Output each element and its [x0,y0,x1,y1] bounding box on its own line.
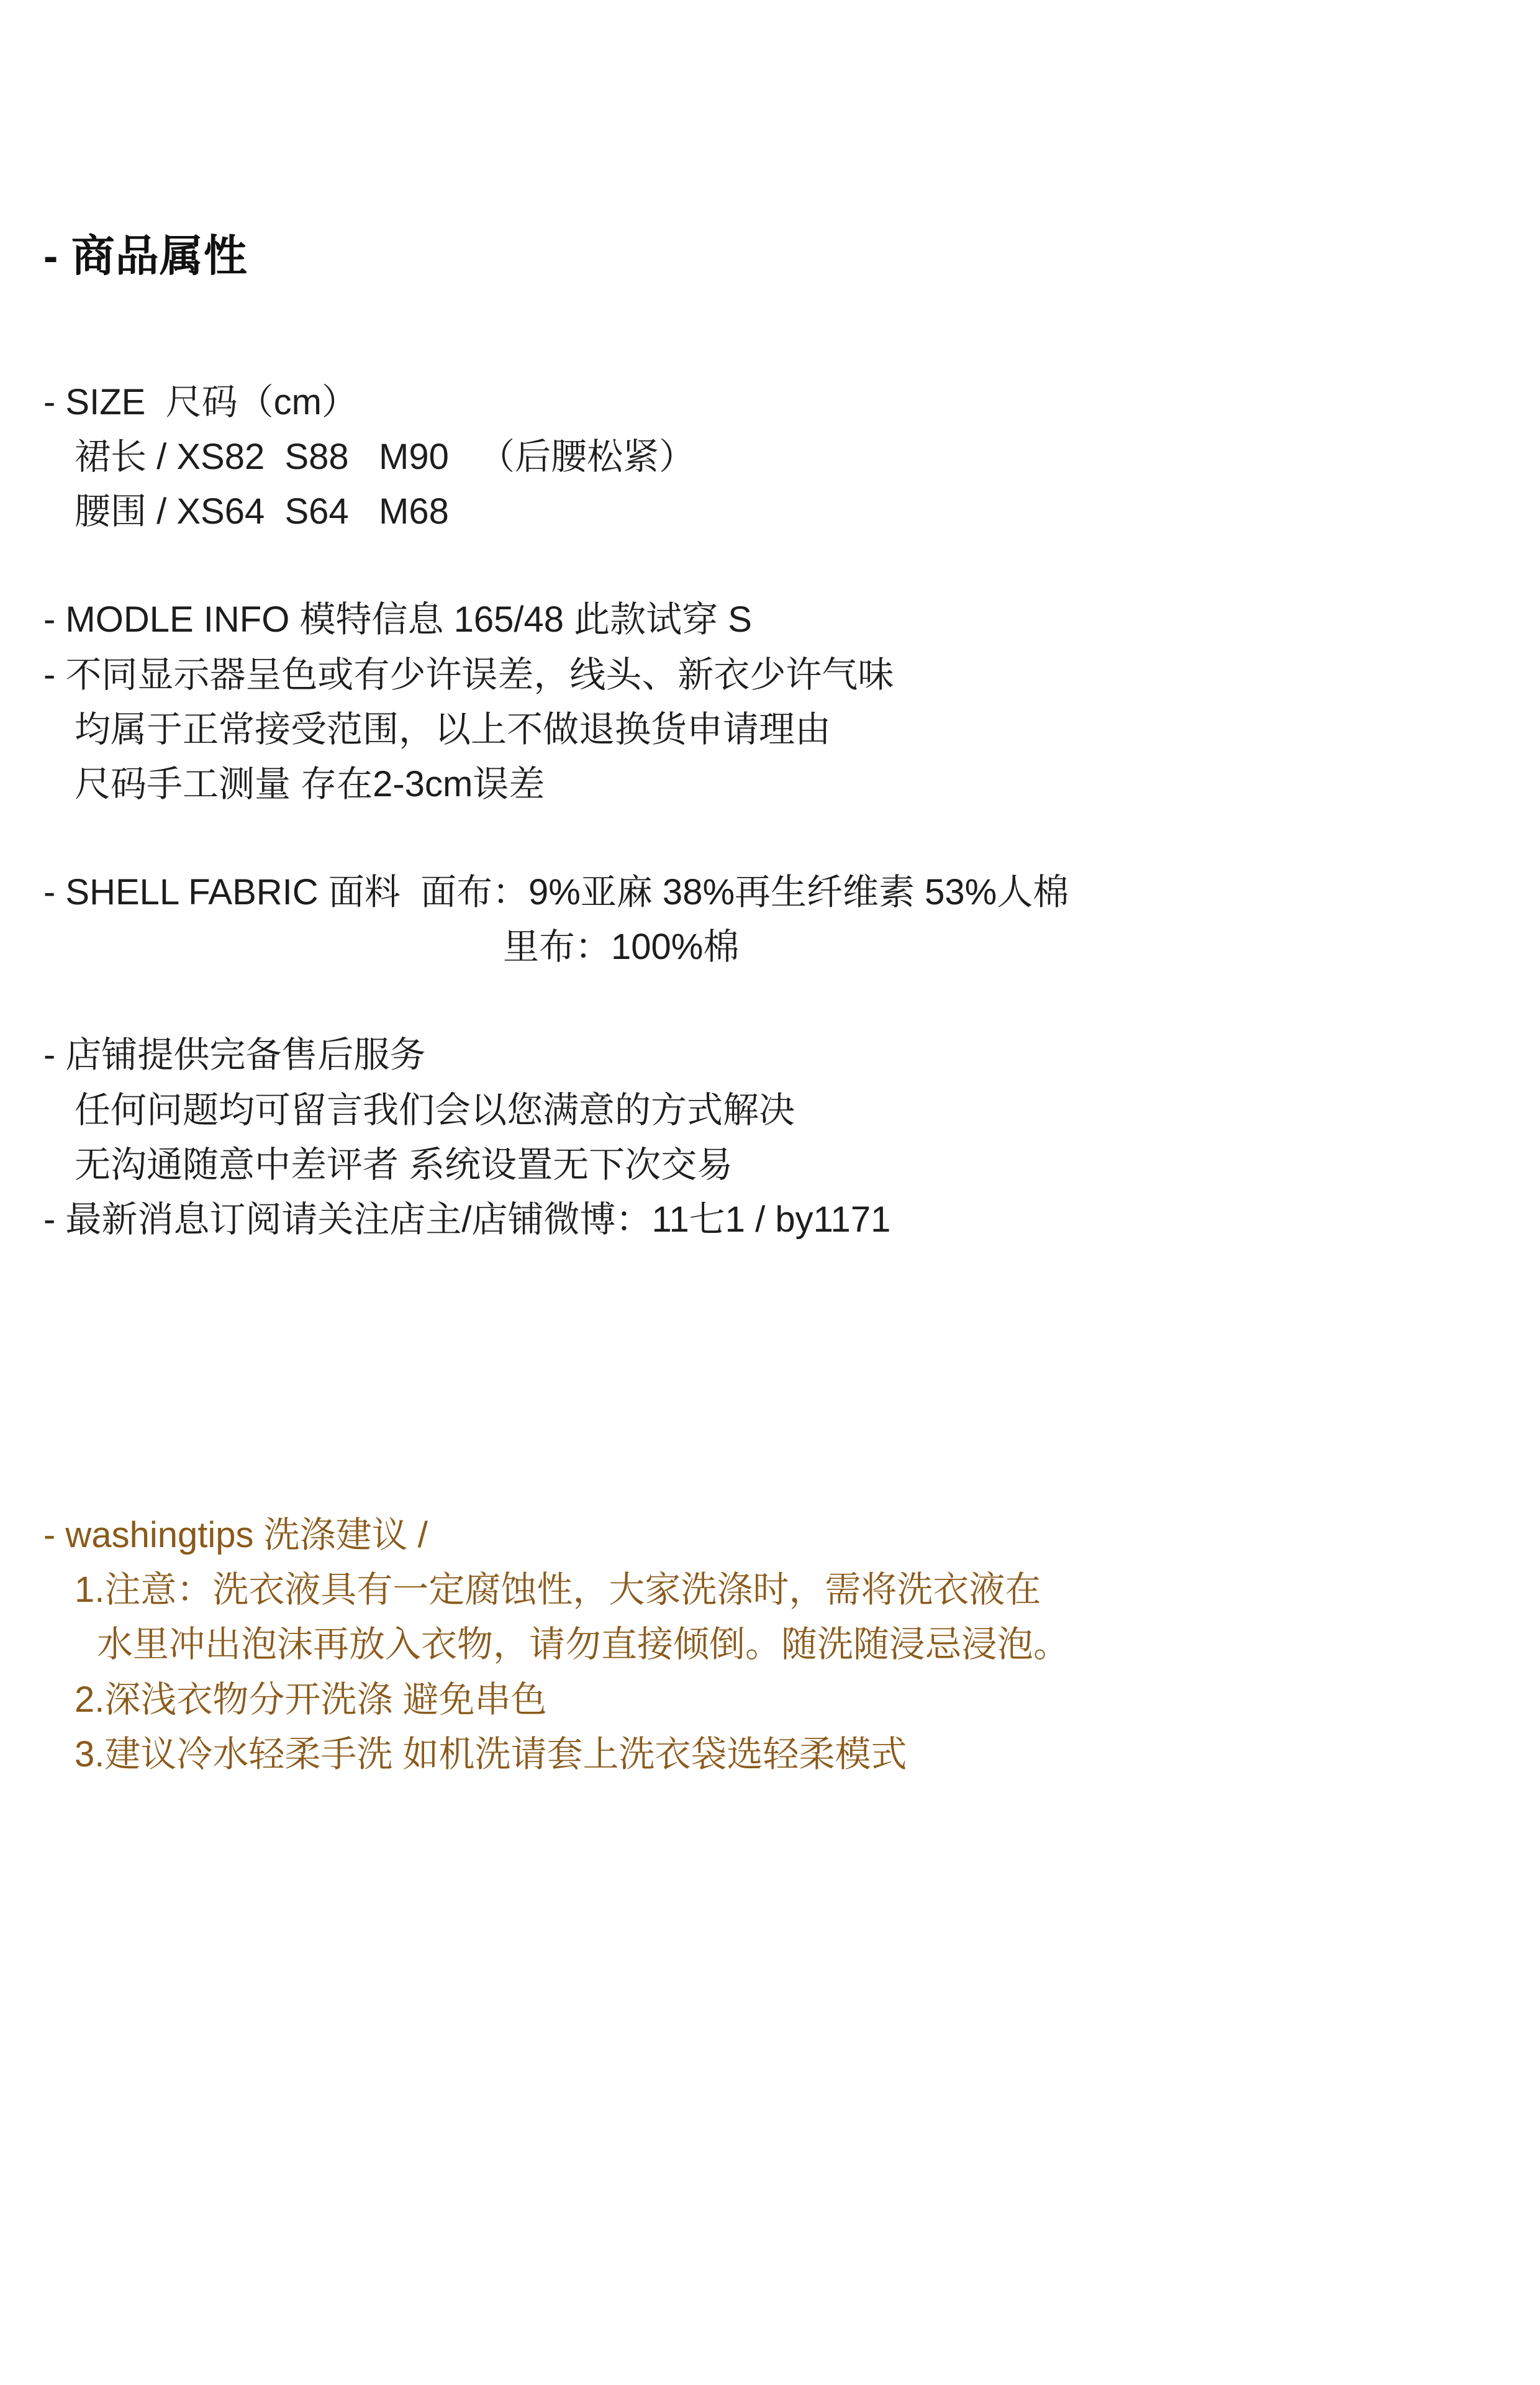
message-us-line: 任何问题均可留言我们会以您满意的方式解决 [75,1089,795,1130]
spacer [43,539,1497,593]
no-communication-line: 无沟通随意中差评者 系统设置无下次交易 [75,1144,733,1185]
section-model-info [43,593,1497,812]
weibo-subscribe-line: - 最新消息订阅请关注店主/店铺微博：11七1 / by1171 [43,1199,891,1240]
content-column [43,230,1497,1782]
section-size [43,375,1497,539]
section-shell-fabric [43,865,1497,974]
washing-tip-1-line-a: 1.注意：洗衣液具有一定腐蚀性，大家洗涤时，需将洗衣液在 [75,1570,1041,1610]
spacer [43,974,1497,1028]
return-policy-line: 均属于正常接受范围，以上不做退换货申请理由 [75,709,831,750]
spacer [43,282,1497,375]
size-skirt-length-line: 裙长 / XS82 S88 M90 （后腰松紧） [75,437,695,478]
size-label-line: - SIZE 尺码（cm） [43,382,358,422]
washing-tip-3-line: 3.建议冷水轻柔手洗 如机洗请套上洗衣袋选轻柔模式 [75,1733,907,1774]
spacer [43,812,1497,865]
washing-tip-1-line-b: 水里冲出泡沫再放入衣物，请勿直接倾倒。随洗随浸忌浸泡。 [97,1624,1070,1665]
shell-fabric-line: - SHELL FABRIC 面料 面布：9%亚麻 38%再生纤维素 53%人棉 [43,872,1069,913]
spacer [43,1247,1497,1508]
size-waist-line: 腰围 / XS64 S64 M68 [75,491,449,532]
measure-tolerance-line: 尺码手工测量 存在2-3cm误差 [75,763,545,804]
lining-fabric-line: 里布：100%棉 [503,927,740,968]
washing-tips-label-line: - washingtips 洗涤建议 / [43,1515,428,1556]
model-info-line: - MODLE INFO 模特信息 165/48 此款试穿 S [43,599,752,640]
section-after-sales [43,1028,1497,1247]
page-title: - 商品属性 [43,232,248,280]
washing-tip-2-line: 2.深浅衣物分开洗涤 避免串色 [75,1679,547,1720]
section-washing-tips [43,1508,1497,1782]
after-sales-line: - 店铺提供完备售后服务 [43,1035,426,1076]
color-difference-line: - 不同显示器呈色或有少许误差，线头、新衣少许气味 [43,654,894,695]
